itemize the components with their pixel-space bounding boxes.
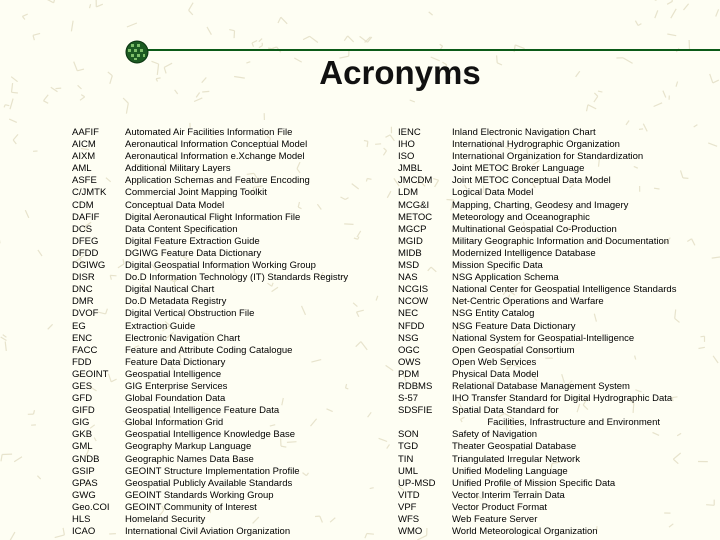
acronym-definition: Meteorology and Oceanographic [452, 211, 590, 223]
acronym [398, 417, 435, 429]
acronym: AML [72, 163, 92, 175]
acronym: JMBL [398, 163, 423, 175]
acronym-definition: Digital Geospatial Information Working Group [125, 260, 316, 272]
acronym-definition: National Center for Geospatial Intelligence Standards [452, 284, 677, 296]
acronym-definition-continuation: Facilities, Infrastructure and Environment [487, 417, 660, 429]
acronym: DCS [72, 223, 93, 235]
acronym: MGID [398, 235, 423, 247]
acronym-definition: Spatial Data Standard for [452, 405, 559, 417]
acronym-definition: GIG Enterprise Services [125, 380, 228, 392]
acronym-definition: Geospatial Intelligence Feature Data [125, 405, 280, 417]
acronym: TIN [398, 453, 414, 465]
acronym: NSG [398, 332, 419, 344]
acronym-definition: Unified Profile of Mission Specific Data [452, 477, 616, 489]
acronym-definition: Geospatial Intelligence Knowledge Base [125, 429, 296, 441]
acronym-definition: Global Information Grid [125, 417, 224, 429]
acronym: MSD [398, 260, 420, 272]
acronym-definition: Geography Markup Language [125, 441, 252, 453]
acronym: GKB [72, 429, 93, 441]
acronym: ASFE [72, 175, 97, 187]
acronym: VITD [398, 489, 420, 501]
acronym-definition: GEOINT Standards Working Group [125, 489, 274, 501]
acronym-definition: Geospatial Publicly Available Standards [125, 477, 293, 489]
acronym: DAFIF [72, 211, 100, 223]
acronym: GIFD [72, 405, 95, 417]
acronym-definition: Multinational Geospatial Co-Production [452, 223, 617, 235]
acronym: MIDB [398, 247, 422, 259]
acronym-definition: Commercial Joint Mapping Toolkit [125, 187, 267, 199]
acronym: GIG [72, 417, 90, 429]
acronym-definition: Vector Interim Terrain Data [452, 489, 565, 501]
acronym-definition: Triangulated Irregular Network [452, 453, 580, 465]
acronym-definition: Conceptual Data Model [125, 199, 225, 211]
acronym-definition: International Hydrographic Organization [452, 139, 620, 151]
acronym: TGD [398, 441, 419, 453]
acronym-definition: Unified Modeling Language [452, 465, 568, 477]
acronym-definition: NSG Entity Catalog [452, 308, 535, 320]
acronym-definition: Vector Product Format [452, 501, 548, 513]
acronym: DVOF [72, 308, 99, 320]
acronym: FACC [72, 344, 98, 356]
acronym: DFEG [72, 235, 99, 247]
acronym: SON [398, 429, 419, 441]
acronym: RDBMS [398, 380, 433, 392]
acronym: GES [72, 380, 93, 392]
acronym: GEOINT [72, 368, 109, 380]
acronym-definition: Physical Data Model [452, 368, 539, 380]
acronym-definition: World Meteorological Organization [452, 526, 598, 538]
acronym-definition: National System for Geospatial-Intelligence [452, 332, 635, 344]
acronym-definition: Inland Electronic Navigation Chart [452, 127, 596, 138]
acronym-definition: Digital Nautical Chart [125, 284, 215, 296]
acronym: DNC [72, 284, 93, 296]
acronym-definition: Modernized Intelligence Database [452, 247, 596, 259]
acronym: S-57 [398, 393, 419, 405]
acronym-definition: Geospatial Intelligence [125, 368, 222, 380]
acronym: UML [398, 465, 419, 477]
acronym: Geo.COI [72, 501, 110, 513]
acronym: ENC [72, 332, 93, 344]
acronym-definition: Data Content Specification [125, 223, 238, 235]
acronym-definition: DGIWG Feature Data Dictionary [125, 247, 262, 259]
acronym: NFDD [398, 320, 425, 332]
acronym: GSIP [72, 465, 95, 477]
acronym-definition: Feature Data Dictionary [125, 356, 226, 368]
right-abbreviation-list [398, 127, 435, 538]
acronym-definition: Mapping, Charting, Geodesy and Imagery [452, 199, 629, 211]
acronym: OGC [398, 344, 420, 356]
acronym-definition: Feature and Attribute Coding Catalogue [125, 344, 293, 356]
acronym: JMCDM [398, 175, 433, 187]
acronym-definition: Global Foundation Data [125, 393, 226, 405]
acronym-definition: International Civil Aviation Organization [125, 526, 291, 538]
acronym-definition: IHO Transfer Standard for Digital Hydrographic Data [452, 393, 673, 405]
acronym: GML [72, 441, 93, 453]
acronym: DISR [72, 272, 95, 284]
acronym-definition: Digital Vertical Obstruction File [125, 308, 255, 320]
acronym-definition: Do.D Information Technology (IT) Standards Registry [125, 272, 349, 284]
acronym: UP-MSD [398, 477, 436, 489]
acronym-definition: NSG Application Schema [452, 272, 559, 284]
acronym: ISO [398, 151, 415, 163]
acronym: WMO [398, 526, 423, 538]
acronym-definition: Automated Air Facilities Information File [125, 127, 293, 138]
acronym: AICM [72, 139, 96, 151]
acronym: GNDB [72, 453, 100, 465]
acronym-definition: Open Web Services [452, 356, 537, 368]
left-definition-list [125, 127, 348, 538]
acronym: IHO [398, 139, 415, 151]
acronym: NEC [398, 308, 419, 320]
acronym-definition: Digital Feature Extraction Guide [125, 235, 260, 247]
acronym-definition: Aeronautical Information Conceptual Model [125, 139, 308, 151]
acronym: GWG [72, 489, 96, 501]
acronym-definition: GEOINT Structure Implementation Profile [125, 465, 300, 477]
acronym-definition: Safety of Navigation [452, 429, 538, 441]
acronym: HLS [72, 514, 91, 525]
acronym: GFD [72, 393, 93, 405]
acronym-definition: Extraction Guide [125, 320, 196, 332]
acronym: MCG&I [398, 199, 430, 211]
acronym: IENC [398, 127, 421, 138]
acronym: C/JMTK [72, 187, 107, 199]
slide-title: Acronyms [319, 54, 481, 91]
left-abbreviation-list [72, 127, 110, 538]
acronym: OWS [398, 356, 421, 368]
acronym: DMR [72, 296, 94, 308]
acronym-definition: Digital Aeronautical Flight Information File [125, 211, 301, 223]
right-definition-list [452, 127, 676, 538]
acronym: PDM [398, 368, 420, 380]
acronym-definition: Net-Centric Operations and Warfare [452, 296, 604, 308]
acronym-definition: Logical Data Model [452, 187, 534, 199]
acronym: NAS [398, 272, 418, 284]
acronym-definition: Do.D Metadata Registry [125, 296, 227, 308]
acronym: AIXM [72, 151, 96, 163]
acronym-definition: Aeronautical Information e.Xchange Model [125, 151, 305, 163]
acronym: METOC [398, 211, 433, 223]
acronym: GPAS [72, 477, 98, 489]
acronym-definition: Homeland Security [125, 514, 206, 525]
acronym: NCGIS [398, 284, 429, 296]
acronym-definition: Relational Database Management System [452, 380, 630, 392]
acronym-definition: Open Geospatial Consortium [452, 344, 575, 356]
acronym: ICAO [72, 526, 96, 538]
acronym: EG [72, 320, 86, 332]
acronym-definition: Electronic Navigation Chart [125, 332, 241, 344]
acronym: SDSFIE [398, 405, 433, 417]
acronym: CDM [72, 199, 94, 211]
acronym: DGIWG [72, 260, 106, 272]
acronym: VPF [398, 501, 417, 513]
acronym: MGCP [398, 223, 427, 235]
acronym: NCOW [398, 296, 429, 308]
acronym-definition [452, 417, 676, 429]
acronym-definition: Web Feature Server [452, 514, 538, 525]
acronym-definition: Joint METOC Conceptual Data Model [452, 175, 611, 187]
acronym-definition: Application Schemas and Feature Encoding [125, 175, 310, 187]
acronym-definition: GEOINT Community of Interest [125, 501, 257, 513]
acronym-definition: NSG Feature Data Dictionary [452, 320, 576, 332]
acronym-definition: International Organization for Standardization [452, 151, 644, 163]
acronym: WFS [398, 514, 420, 525]
acronym-definition: Mission Specific Data [452, 260, 543, 272]
acronym-definition: Geographic Names Data Base [125, 453, 254, 465]
acronym: LDM [398, 187, 419, 199]
acronym: AAFIF [72, 127, 99, 138]
acronym: DFDD [72, 247, 99, 259]
acronym-definition: Additional Military Layers [125, 163, 231, 175]
acronym: FDD [72, 356, 92, 368]
acronym-definition: Theater Geospatial Database [452, 441, 577, 453]
acronym-definition: Military Geographic Information and Documentation [452, 235, 670, 247]
acronym-definition: Joint METOC Broker Language [452, 163, 585, 175]
title-rule [134, 49, 720, 51]
